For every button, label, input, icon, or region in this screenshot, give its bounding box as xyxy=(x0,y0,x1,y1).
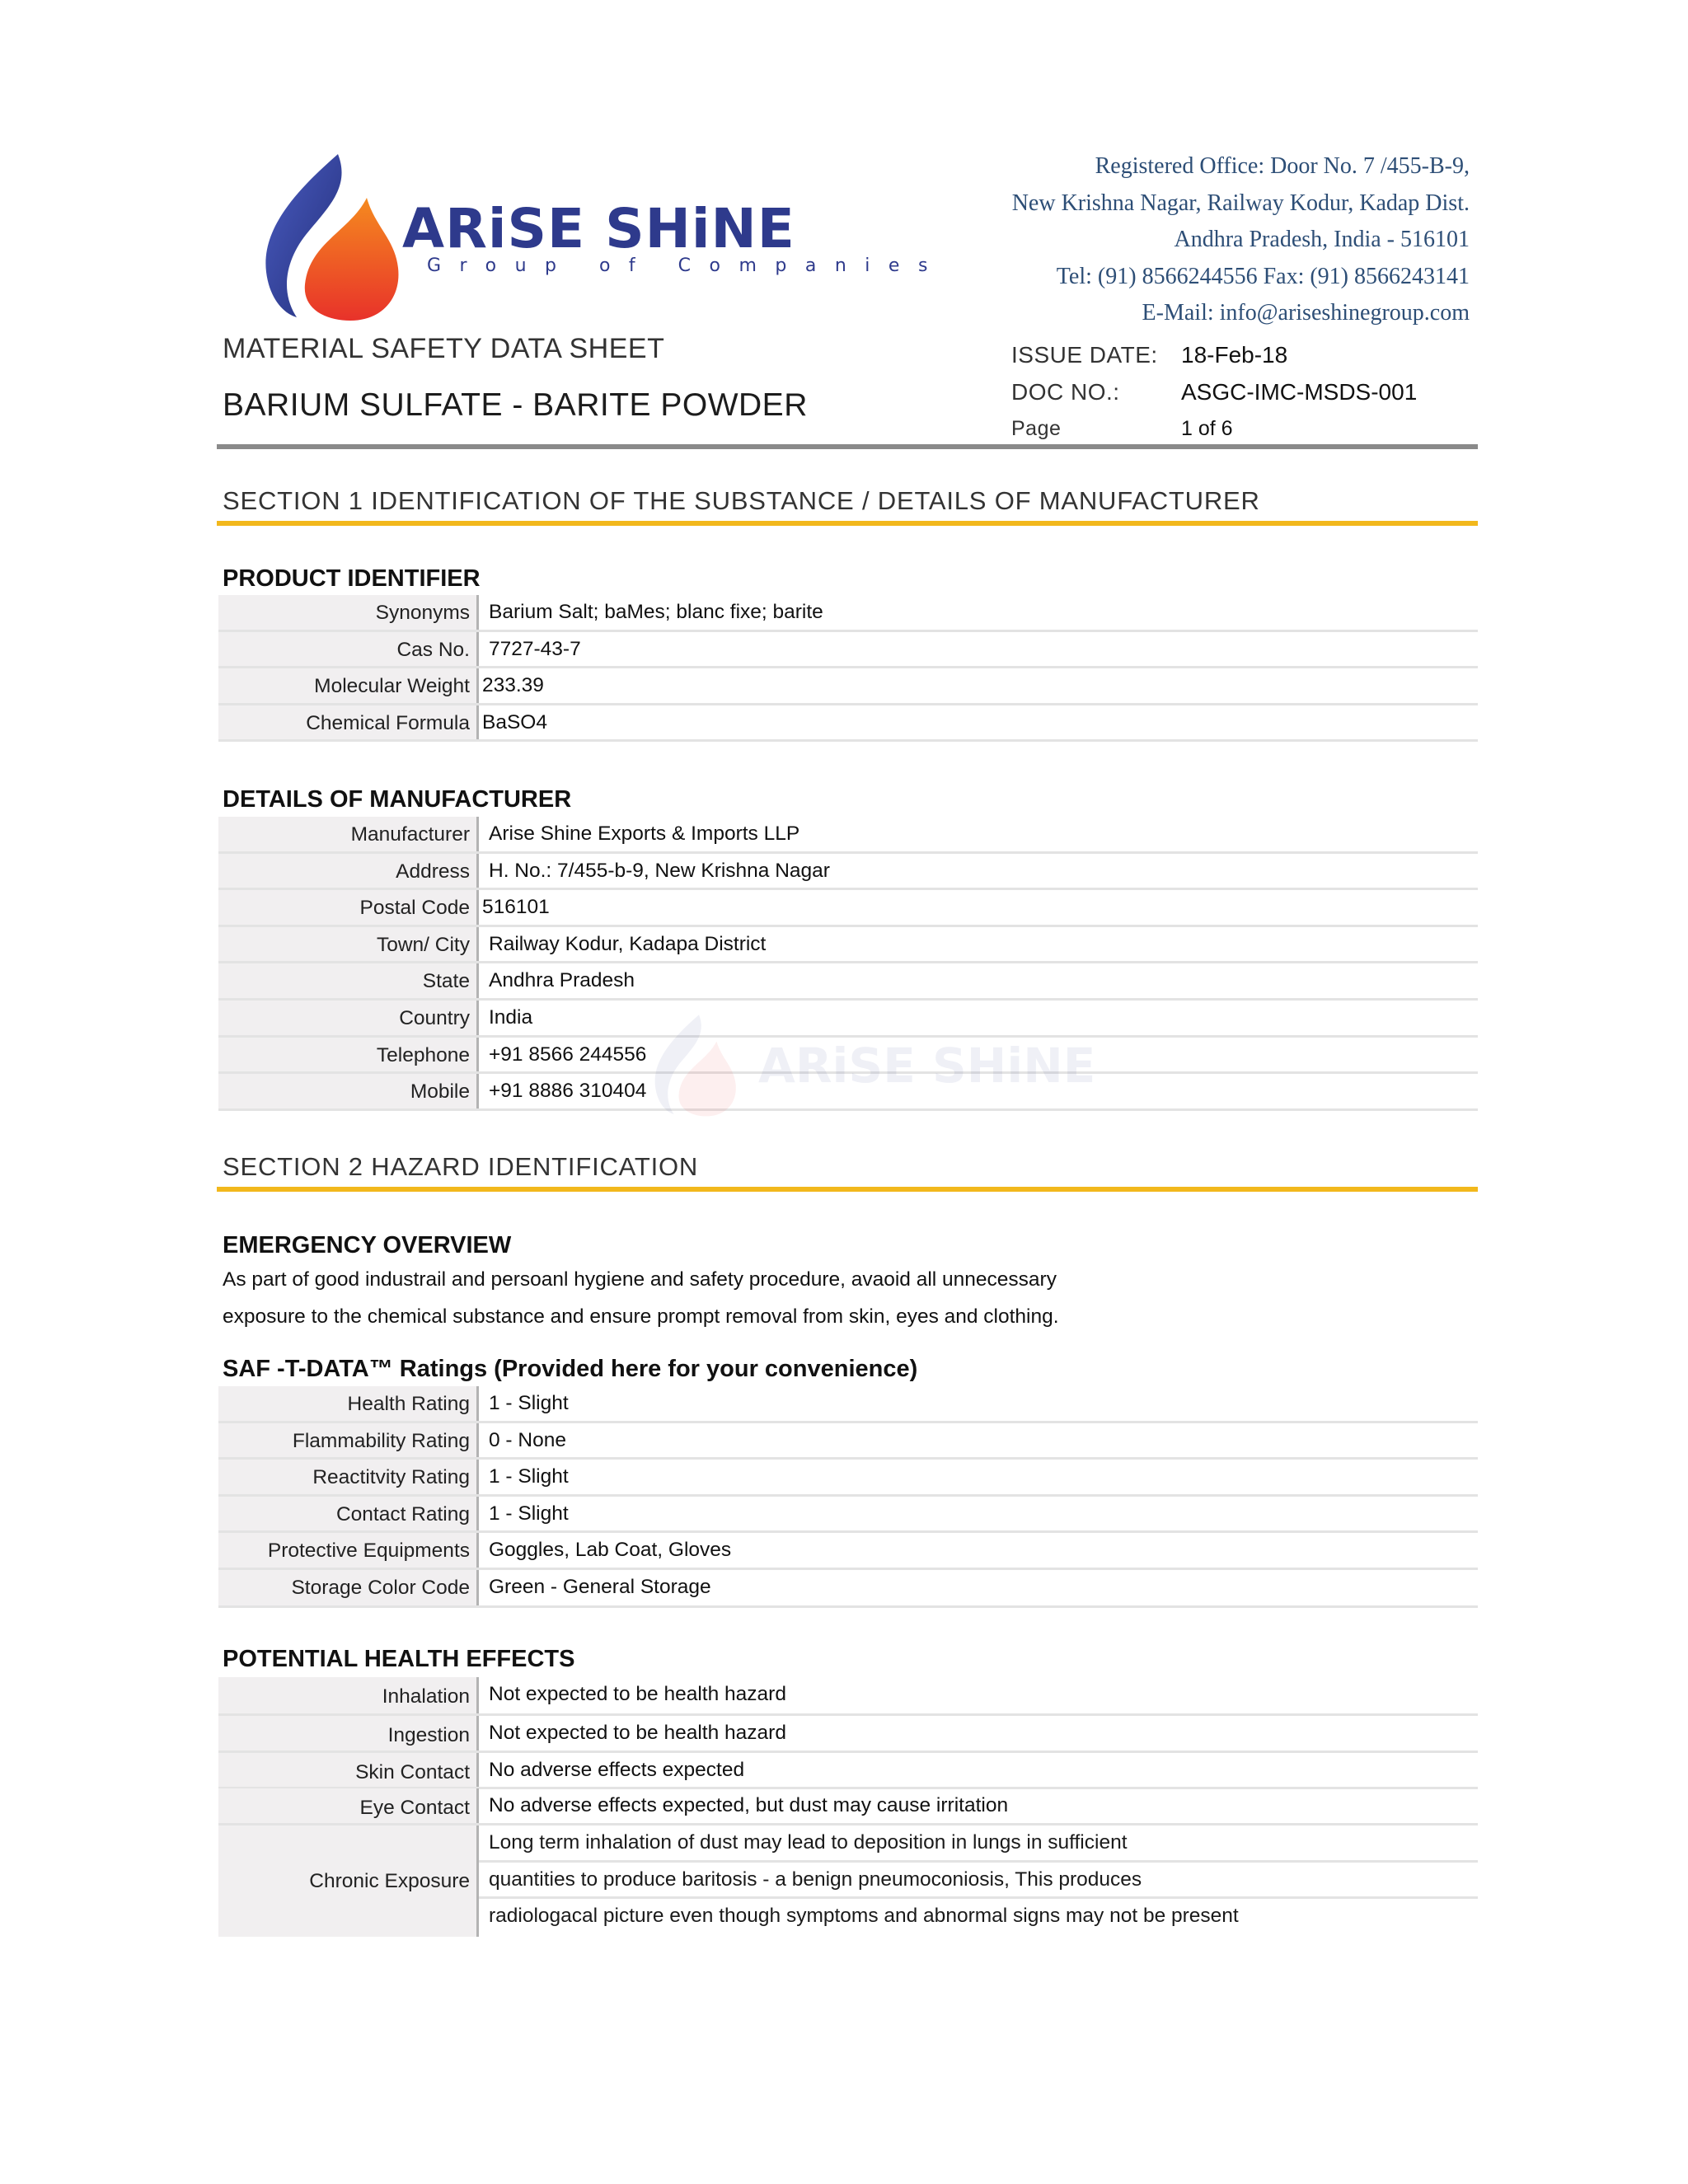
page-value: 1 of 6 xyxy=(1181,417,1233,440)
table-row xyxy=(218,817,1478,854)
table-row xyxy=(218,927,1478,964)
table-row xyxy=(218,632,1478,669)
issue-date-row xyxy=(1011,336,1473,373)
row-value: BaSO4 xyxy=(482,710,547,733)
row-label: Contact Rating xyxy=(218,1497,479,1531)
row-value: +91 8566 244556 xyxy=(489,1043,647,1066)
row-value: Not expected to be health hazard xyxy=(489,1683,786,1705)
office-line: New Krishna Nagar, Railway Kodur, Kadap Dist. xyxy=(1011,190,1470,216)
brand-name: ARiSE SHiNE xyxy=(402,197,795,260)
office-line: Tel: (91) 8566244556 Fax: (91) 8566243141 xyxy=(1056,263,1470,289)
row-value: 7727-43-7 xyxy=(489,637,581,660)
office-line: Registered Office: Door No. 7 /455-B-9, xyxy=(1095,153,1470,179)
manufacturer-table xyxy=(218,817,1478,1111)
health-effects-table xyxy=(218,1677,1478,1789)
row-label: Eye Contact xyxy=(218,1788,479,1823)
document-type: MATERIAL SAFETY DATA SHEET xyxy=(223,333,665,364)
row-value: Green - General Storage xyxy=(489,1575,711,1598)
office-line: Andhra Pradesh, India - 516101 xyxy=(1174,227,1470,252)
table-row xyxy=(218,705,1478,743)
row-value: Arise Shine Exports & Imports LLP xyxy=(489,823,800,845)
page-row xyxy=(1011,410,1473,448)
chronic-line: quantities to produce baritosis - a benign pneumoconiosis, This produces xyxy=(479,1863,1478,1900)
chronic-line: radiologacal picture even though symptoms and abnormal signs may not be present xyxy=(489,1905,1239,1928)
row-label: Postal Code xyxy=(218,890,479,925)
row-label: State xyxy=(218,963,479,998)
row-value: Andhra Pradesh xyxy=(489,969,635,992)
paragraph-line: exposure to the chemical substance and ensure prompt removal from skin, eyes and clothing. xyxy=(223,1305,1059,1328)
row-value: 1 - Slight xyxy=(489,1502,569,1525)
table-row xyxy=(218,1001,1478,1038)
row-label: Chemical Formula xyxy=(218,705,479,740)
table-row xyxy=(218,963,1478,1001)
row-label: Skin Contact xyxy=(218,1753,479,1788)
table-row xyxy=(218,854,1478,891)
paragraph-line: As part of good industrail and persoanl hygiene and safety procedure, avaoid all unnecessary xyxy=(223,1268,1057,1291)
row-value: Barium Salt; baMes; blanc fixe; barite xyxy=(489,601,823,623)
table-row xyxy=(218,1570,1478,1608)
row-value: No adverse effects expected xyxy=(489,1758,745,1781)
doc-no-row xyxy=(1011,373,1473,410)
row-label: Address xyxy=(218,854,479,888)
table-row xyxy=(218,1753,1478,1790)
chronic-exposure-label: Chronic Exposure xyxy=(218,1825,479,1937)
table-row xyxy=(218,668,1478,705)
manufacturer-heading: DETAILS OF MANUFACTURER xyxy=(223,786,572,813)
row-label: Protective Equipments xyxy=(218,1533,479,1568)
brand-tagline: Group of Companies xyxy=(427,255,946,276)
table-row xyxy=(218,890,1478,927)
table-row xyxy=(218,1497,1478,1534)
row-label: Telephone xyxy=(218,1038,479,1072)
table-row xyxy=(218,1677,1478,1716)
table-row xyxy=(218,1423,1478,1460)
watermark-brand-name: ARiSE SHiNE xyxy=(758,1037,1096,1094)
table-row xyxy=(218,595,1478,632)
document-title: BARIUM SULFATE - BARITE POWDER xyxy=(223,387,808,423)
row-value: 0 - None xyxy=(489,1428,566,1451)
office-line: E-Mail: info@ariseshinegroup.com xyxy=(1142,300,1470,326)
row-value: India xyxy=(489,1005,533,1029)
row-value: +91 8886 310404 xyxy=(489,1080,647,1103)
arise-shine-logo-icon xyxy=(260,152,408,321)
row-label: Country xyxy=(218,1001,479,1035)
table-row xyxy=(218,1460,1478,1497)
row-label: Health Rating xyxy=(218,1386,479,1421)
row-value: No adverse effects expected, but dust may cause irritation xyxy=(489,1794,1009,1816)
table-row xyxy=(218,1788,1478,1825)
row-label: Reactitvity Rating xyxy=(218,1460,479,1494)
row-value: H. No.: 7/455-b-9, New Krishna Nagar xyxy=(489,859,830,882)
row-value: 516101 xyxy=(482,896,550,919)
page-label: Page xyxy=(1011,417,1062,440)
registered-office-address xyxy=(1012,148,1470,332)
product-identifier-heading: PRODUCT IDENTIFIER xyxy=(223,565,481,592)
header-divider xyxy=(217,444,1478,449)
row-value: 1 - Slight xyxy=(489,1465,569,1488)
row-label: Ingestion xyxy=(218,1716,479,1750)
emergency-overview-heading: EMERGENCY OVERVIEW xyxy=(223,1232,512,1258)
row-label: Synonyms xyxy=(218,595,479,630)
row-value: Not expected to be health hazard xyxy=(489,1722,786,1744)
row-label: Storage Color Code xyxy=(218,1570,479,1605)
table-row xyxy=(218,1038,1478,1075)
document-meta xyxy=(1011,336,1473,448)
doc-no-label: DOC NO.: xyxy=(1011,378,1120,405)
ratings-table xyxy=(218,1386,1478,1608)
brand-block xyxy=(402,197,946,276)
row-label: Mobile xyxy=(218,1074,479,1108)
row-label: Flammability Rating xyxy=(218,1423,479,1458)
row-value: Goggles, Lab Coat, Gloves xyxy=(489,1539,732,1562)
section-2-title: SECTION 2 HAZARD IDENTIFICATION xyxy=(223,1152,699,1181)
eye-contact-table xyxy=(218,1788,1478,1825)
row-label: Town/ City xyxy=(218,927,479,962)
row-value: Railway Kodur, Kadapa District xyxy=(489,932,767,955)
chronic-exposure-text xyxy=(479,1825,1478,1936)
table-row xyxy=(218,1716,1478,1753)
section-1-divider xyxy=(217,521,1478,526)
table-row xyxy=(218,1386,1478,1423)
row-label: Molecular Weight xyxy=(218,668,479,703)
ratings-heading: SAF -T-DATA™ Ratings (Provided here for your convenience) xyxy=(223,1356,918,1382)
section-2-divider xyxy=(217,1187,1478,1192)
chronic-line: Long term inhalation of dust may lead to deposition in lungs in sufficient xyxy=(479,1825,1478,1863)
row-label: Inhalation xyxy=(218,1677,479,1713)
doc-no-value: ASGC-IMC-MSDS-001 xyxy=(1181,378,1418,405)
section-1-title: SECTION 1 IDENTIFICATION OF THE SUBSTANCE / DETAILS OF MANUFACTURER xyxy=(223,486,1260,515)
product-identifier-table xyxy=(218,595,1478,742)
emergency-overview-text xyxy=(223,1262,1059,1335)
table-row xyxy=(218,1074,1478,1111)
row-label: Cas No. xyxy=(218,632,479,667)
health-effects-heading: POTENTIAL HEALTH EFFECTS xyxy=(223,1646,575,1672)
row-value: 233.39 xyxy=(482,674,544,697)
row-label: Manufacturer xyxy=(218,817,479,851)
chronic-exposure-row xyxy=(218,1825,1478,1937)
table-row xyxy=(218,1533,1478,1570)
issue-date-label: ISSUE DATE: xyxy=(1011,341,1158,368)
row-value: 1 - Slight xyxy=(489,1392,569,1414)
issue-date-value: 18-Feb-18 xyxy=(1181,341,1288,368)
